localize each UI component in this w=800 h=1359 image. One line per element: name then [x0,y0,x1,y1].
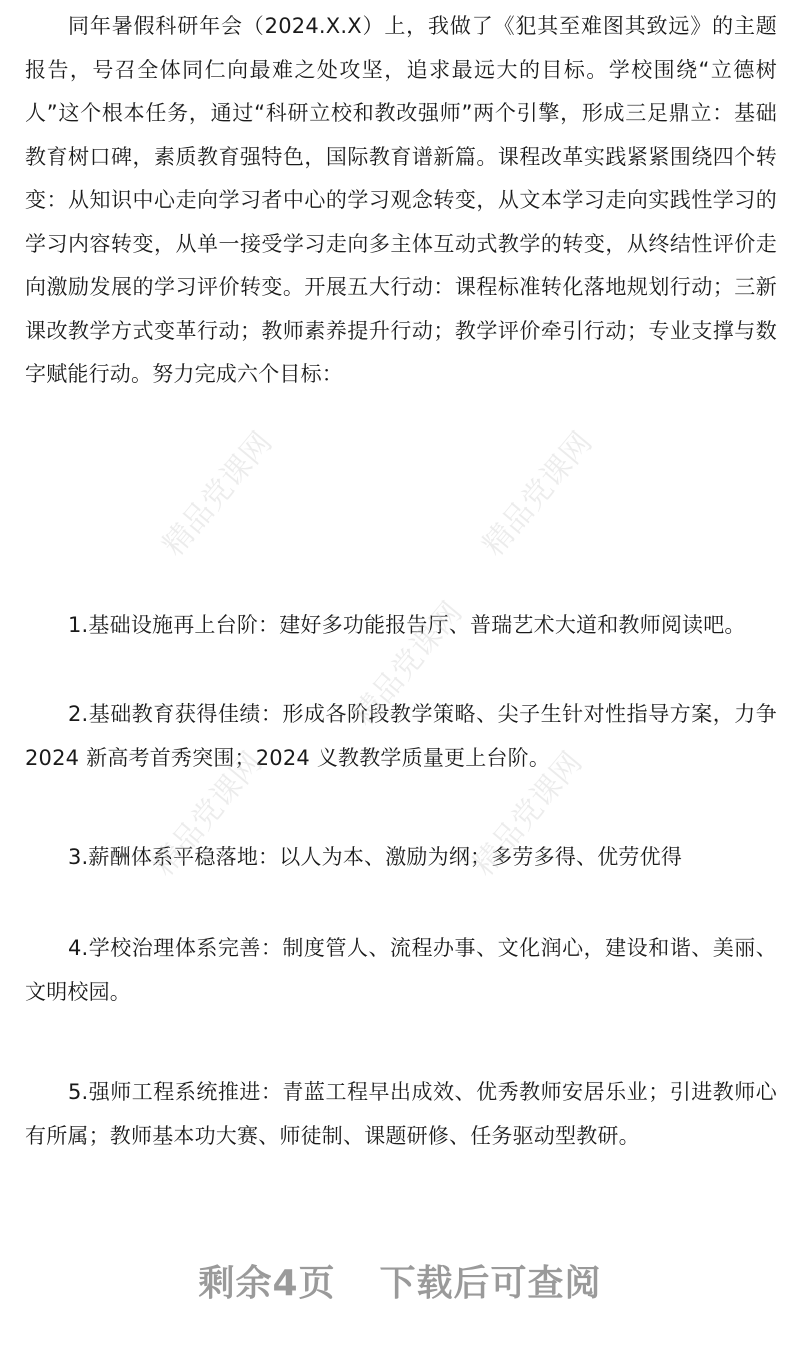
remaining-pages-label: 剩余4页 [198,1263,336,1304]
watermark: 精品党课网 [156,425,280,563]
paragraph-goal-5: 5.强师工程系统推进：青蓝工程早出成效、优秀教师安居乐业；引进教师心有所属；教师基本功大赛、师徒制、课题研修、任务驱动型教研。 [25,1080,777,1148]
paragraph-goal-1: 1.基础设施再上台阶：建好多功能报告厅、普瑞艺术大道和教师阅读吧。 [68,613,746,637]
watermark: 精品党课网 [146,745,270,883]
paragraph-goal-2: 2.基础教育获得佳绩：形成各阶段教学策略、尖子生针对性指导方案，力争 2024 新高考首秀突围；2024 义教教学质量更上台阶。 [25,702,777,770]
paragraph-intro: 同年暑假科研年会（2024.X.X）上，我做了《犯其至难图其致远》的主题报告，号召全体同仁向最难之处攻坚，追求最远大的目标。学校围绕“立德树人”这个根本任务，通过“科研立校和教改强师”两个引擎，形成三足鼎立：基础教育树口碑，素质教育强特色，国际教育谱新篇。课程改革实践紧紧围绕四个转变：从知识中心走向学习者中心的学习观念转变，从文本学习走向实践性学习的学习内容转变，从单一接受学习走向多主体互动式教学的转变，从终结性评价走向激励发展的学习评价转变。开展五大行动：课程标准转化落地规划行动；三新课改教学方式变革行动；教师素养提升行动；教学评价牵引行动；专业支撑与数字赋能行动。努力完成六个目标： [25,14,777,386]
download-to-view-label: 下载后可查阅 [379,1263,602,1304]
paragraph-goal-3: 3.薪酬体系平稳落地：以人为本、激励为纲；多劳多得、优劳优得 [68,845,683,869]
watermark: 精品党课网 [466,745,590,883]
watermark: 精品党课网 [346,595,470,733]
watermark: 精品党课网 [476,425,600,563]
download-prompt-banner[interactable] [0,1255,800,1306]
paragraph-goal-4: 4.学校治理体系完善：制度管人、流程办事、文化润心，建设和谐、美丽、文明校园。 [25,936,777,1004]
